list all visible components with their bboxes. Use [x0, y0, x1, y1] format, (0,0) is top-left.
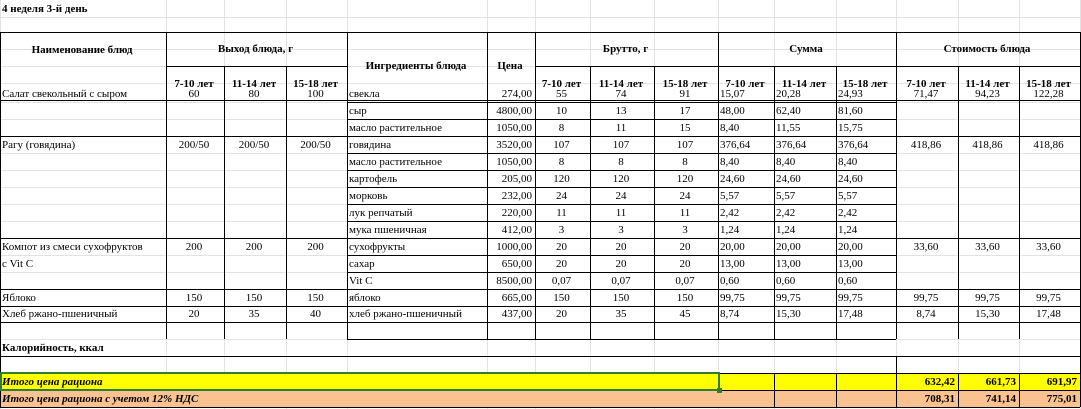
- border-line: [0, 238, 347, 239]
- dish-cost[interactable]: 15,30: [975, 308, 1000, 320]
- ingredient-sum[interactable]: 62,40: [776, 105, 801, 117]
- border-line: [958, 66, 959, 100]
- ingredient-name[interactable]: картофель: [349, 173, 398, 185]
- header-age-group[interactable]: 7-10 лет: [541, 78, 582, 90]
- ingredient-brutto[interactable]: 13: [615, 105, 627, 117]
- dish-output[interactable]: 200/50: [300, 139, 331, 151]
- ingredient-brutto[interactable]: 35: [615, 308, 627, 320]
- ingredient-sum[interactable]: 5,57: [776, 190, 796, 202]
- ingredient-brutto[interactable]: 107: [553, 139, 570, 151]
- total-value[interactable]: 661,73: [985, 376, 1016, 388]
- ingredient-brutto[interactable]: 107: [612, 139, 630, 151]
- ingredient-name[interactable]: морковь: [349, 190, 388, 202]
- header-age-group[interactable]: 7-10 лет: [906, 78, 946, 90]
- ingredient-brutto[interactable]: 3: [618, 224, 624, 236]
- border-line: [0, 322, 347, 323]
- border-line: [347, 289, 896, 290]
- ingredient-brutto[interactable]: 120: [612, 173, 630, 185]
- dish-cost[interactable]: 71,47: [913, 88, 939, 100]
- ingredient-name[interactable]: масло растительное: [349, 122, 442, 134]
- ingredient-sum[interactable]: 81,60: [838, 105, 863, 117]
- gridline: [0, 17, 1081, 18]
- border-line: [896, 322, 1080, 323]
- total-label[interactable]: Итого цена рациона: [2, 376, 103, 388]
- border-line: [347, 170, 896, 171]
- border-line: [836, 66, 837, 100]
- ingredient-name[interactable]: сыр: [349, 105, 367, 117]
- dish-output[interactable]: 200: [185, 241, 203, 253]
- sheet-title[interactable]: 4 неделя 3-й день: [2, 3, 88, 15]
- ingredient-brutto[interactable]: 20: [679, 258, 691, 270]
- ingredient-price[interactable]: 205,00: [501, 173, 532, 185]
- calories-label[interactable]: Калорийность, ккал: [2, 342, 104, 354]
- border-line: [590, 66, 591, 100]
- ingredient-sum[interactable]: 2,42: [776, 207, 796, 219]
- border-line: [896, 289, 1080, 290]
- dish-output[interactable]: 200: [245, 241, 263, 253]
- border-line: [347, 136, 896, 137]
- ingredient-sum[interactable]: 99,75: [838, 292, 863, 304]
- ingredient-brutto[interactable]: 20: [556, 241, 567, 253]
- border-line: [347, 102, 896, 103]
- ingredient-brutto[interactable]: 3: [558, 224, 565, 236]
- dish-output[interactable]: 200/50: [238, 139, 270, 151]
- vat-total-value[interactable]: 708,31: [924, 393, 955, 405]
- ingredient-price[interactable]: 1000,00: [496, 241, 532, 253]
- header-sum[interactable]: Сумма: [789, 43, 823, 55]
- ingredient-brutto[interactable]: 107: [676, 139, 694, 151]
- ingredient-brutto[interactable]: 20: [615, 241, 627, 253]
- ingredient-sum[interactable]: 24,60: [838, 173, 863, 185]
- ingredient-brutto[interactable]: 74: [615, 88, 627, 100]
- border-line: [896, 136, 1080, 137]
- ingredient-sum[interactable]: 8,74: [720, 308, 740, 320]
- ingredient-price[interactable]: 3520,00: [496, 139, 532, 151]
- ingredient-brutto[interactable]: 20: [679, 241, 691, 253]
- header-age-group[interactable]: 11-14 лет: [965, 78, 1010, 90]
- ingredient-sum[interactable]: 15,30: [776, 308, 801, 320]
- ingredient-sum[interactable]: 15,07: [720, 88, 745, 100]
- border-line: [166, 32, 167, 100]
- ingredient-sum[interactable]: 0,60: [776, 275, 796, 287]
- ingredient-sum[interactable]: 24,93: [838, 88, 863, 100]
- ingredient-brutto[interactable]: 120: [553, 173, 570, 185]
- border-line: [896, 32, 897, 100]
- header-price[interactable]: Цена: [497, 60, 523, 72]
- dish-cost[interactable]: 17,48: [1036, 308, 1061, 320]
- dish-name[interactable]: Яблоко: [2, 292, 36, 304]
- ingredient-price[interactable]: 8500,00: [496, 275, 532, 287]
- header-age-group[interactable]: 15-18 лет: [662, 78, 708, 90]
- ingredient-sum[interactable]: 17,48: [838, 308, 863, 320]
- dish-name[interactable]: с Vit C: [2, 258, 34, 270]
- ingredient-brutto[interactable]: 8: [618, 156, 624, 168]
- dish-cost[interactable]: 122,28: [1033, 88, 1064, 100]
- ingredient-brutto[interactable]: 3: [682, 224, 688, 236]
- border-line: [347, 204, 896, 205]
- border-line: [347, 255, 896, 256]
- border-line: [774, 66, 775, 100]
- ingredient-brutto[interactable]: 10: [556, 105, 567, 117]
- ingredient-brutto[interactable]: 11: [615, 122, 627, 134]
- dish-output[interactable]: 40: [310, 308, 321, 320]
- border-line: [347, 153, 896, 154]
- ingredient-brutto[interactable]: 120: [676, 173, 694, 185]
- header-cost[interactable]: Стоимость блюда: [943, 43, 1031, 55]
- ingredient-price[interactable]: 274,00: [501, 88, 532, 100]
- ingredient-sum[interactable]: 8,40: [776, 156, 796, 168]
- border-line: [0, 289, 347, 290]
- ingredient-brutto[interactable]: 8: [558, 122, 565, 134]
- dish-cost[interactable]: 99,75: [975, 292, 1000, 304]
- border-line: [347, 238, 896, 239]
- ingredient-brutto[interactable]: 8: [558, 156, 565, 168]
- ingredient-brutto[interactable]: 11: [679, 207, 691, 219]
- dish-cost[interactable]: 94,23: [975, 88, 1000, 100]
- ingredient-sum[interactable]: 13,00: [720, 258, 745, 270]
- ingredient-name[interactable]: лук репчатый: [349, 207, 413, 219]
- ingredient-name[interactable]: масло растительное: [349, 156, 442, 168]
- ingredient-sum[interactable]: 2,42: [838, 207, 858, 219]
- header-age-group[interactable]: 11-14 лет: [231, 78, 277, 90]
- ingredient-brutto[interactable]: 20: [556, 258, 567, 270]
- dish-output[interactable]: 200/50: [178, 139, 210, 151]
- ingredient-sum[interactable]: 20,28: [776, 88, 801, 100]
- ingredient-sum[interactable]: 13,00: [776, 258, 801, 270]
- ingredient-brutto[interactable]: 55: [556, 88, 567, 100]
- ingredient-brutto[interactable]: 15: [679, 122, 691, 134]
- ingredient-brutto[interactable]: 150: [553, 292, 570, 304]
- dish-output[interactable]: 20: [188, 308, 200, 320]
- dish-output[interactable]: 35: [248, 308, 260, 320]
- ingredient-sum[interactable]: 0,60: [838, 275, 858, 287]
- ingredient-brutto[interactable]: 20: [615, 258, 627, 270]
- ingredient-brutto[interactable]: 150: [612, 292, 630, 304]
- border-line: [654, 66, 655, 100]
- border-line: [224, 66, 225, 100]
- ingredient-sum[interactable]: 2,42: [720, 207, 740, 219]
- ingredient-sum[interactable]: 13,00: [838, 258, 863, 270]
- ingredient-sum[interactable]: 376,64: [720, 139, 751, 151]
- ingredient-name[interactable]: мука пшеничная: [349, 224, 427, 236]
- border-line: [347, 306, 896, 307]
- ingredient-sum[interactable]: 20,00: [838, 241, 863, 253]
- border-line: [535, 32, 536, 100]
- ingredient-brutto[interactable]: 24: [679, 190, 691, 202]
- ingredient-brutto[interactable]: 8: [682, 156, 688, 168]
- dish-cost[interactable]: 99,75: [1036, 292, 1061, 304]
- ingredient-sum[interactable]: 1,24: [720, 224, 740, 236]
- ingredient-name[interactable]: Vit C: [349, 275, 373, 287]
- border-line: [896, 238, 1080, 239]
- ingredient-price[interactable]: 665,00: [501, 292, 532, 304]
- header-age-group[interactable]: 11-14 лет: [598, 78, 644, 90]
- border-line: [0, 136, 347, 137]
- ingredient-price[interactable]: 437,00: [501, 308, 532, 320]
- ingredient-sum[interactable]: 15,75: [838, 122, 863, 134]
- border-line: [0, 306, 347, 307]
- header-output[interactable]: Выход блюда, г: [217, 43, 294, 55]
- ingredient-sum[interactable]: 5,57: [838, 190, 858, 202]
- fill-handle[interactable]: [717, 388, 722, 393]
- dish-output[interactable]: 150: [185, 292, 203, 304]
- ingredient-sum[interactable]: 8,40: [720, 156, 740, 168]
- vat-total-value[interactable]: 775,01: [1046, 393, 1077, 405]
- ingredient-sum[interactable]: 24,60: [776, 173, 801, 185]
- border-line: [1019, 66, 1020, 100]
- ingredient-brutto[interactable]: 11: [615, 207, 627, 219]
- header-age-group[interactable]: 15-18 лет: [842, 78, 888, 90]
- dish-output[interactable]: 200: [307, 241, 324, 253]
- dish-cost[interactable]: 33,60: [1036, 241, 1061, 253]
- ingredient-sum[interactable]: 8,40: [720, 122, 740, 134]
- ingredient-brutto[interactable]: 0,07: [611, 275, 631, 287]
- border-line: [896, 306, 1080, 307]
- ingredient-price[interactable]: 650,00: [501, 258, 532, 270]
- dish-output[interactable]: 60: [188, 88, 200, 100]
- dish-cost[interactable]: 418,86: [910, 139, 942, 151]
- ingredient-sum[interactable]: 48,00: [720, 105, 745, 117]
- ingredient-sum[interactable]: 8,40: [838, 156, 858, 168]
- border-line: [347, 32, 348, 100]
- border-line: [0, 407, 1080, 408]
- ingredient-price[interactable]: 4800,00: [496, 105, 532, 117]
- ingredient-brutto[interactable]: 91: [679, 88, 691, 100]
- border-line: [347, 272, 896, 273]
- ingredient-brutto[interactable]: 150: [676, 292, 694, 304]
- header-age-group[interactable]: 15-18 лет: [1026, 78, 1071, 90]
- border-line: [347, 187, 896, 188]
- ingredient-name[interactable]: сахар: [349, 258, 375, 270]
- ingredient-brutto[interactable]: 0,07: [551, 275, 572, 287]
- ingredient-sum[interactable]: 5,57: [720, 190, 740, 202]
- dish-cost[interactable]: 33,60: [975, 241, 1000, 253]
- ingredient-name[interactable]: сухофрукты: [349, 241, 406, 253]
- dish-output[interactable]: 150: [245, 292, 263, 304]
- border-line: [347, 339, 896, 340]
- ingredient-name[interactable]: свекла: [349, 88, 380, 100]
- header-age-group[interactable]: 11-14 лет: [781, 78, 827, 90]
- dish-cost[interactable]: 418,86: [1033, 139, 1064, 151]
- header-age-group[interactable]: 7-10 лет: [174, 78, 214, 90]
- ingredient-price[interactable]: 1050,00: [496, 156, 532, 168]
- ingredient-brutto[interactable]: 0,07: [675, 275, 695, 287]
- border-line: [347, 119, 896, 120]
- border-line: [0, 356, 1080, 357]
- total-value[interactable]: 691,97: [1046, 376, 1077, 388]
- dish-output[interactable]: 100: [307, 88, 324, 100]
- ingredient-name[interactable]: хлеб ржано-пшеничный: [349, 308, 462, 320]
- dish-output[interactable]: 150: [307, 292, 324, 304]
- dish-cost[interactable]: 8,74: [916, 308, 936, 320]
- ingredient-sum[interactable]: 24,60: [720, 173, 745, 185]
- ingredient-brutto[interactable]: 17: [679, 105, 691, 117]
- border-line: [0, 32, 1, 100]
- ingredient-name[interactable]: говядина: [349, 139, 392, 151]
- dish-cost[interactable]: 99,75: [913, 292, 939, 304]
- ingredient-price[interactable]: 220,00: [501, 207, 532, 219]
- border-line: [347, 322, 896, 323]
- ingredient-price[interactable]: 412,00: [501, 224, 532, 236]
- dish-name[interactable]: Хлеб ржано-пшеничный: [2, 308, 118, 320]
- ingredient-sum[interactable]: 20,00: [776, 241, 801, 253]
- ingredient-brutto[interactable]: 45: [679, 308, 691, 320]
- ingredient-sum[interactable]: 11,55: [776, 122, 801, 134]
- cell-selection[interactable]: [0, 372, 720, 391]
- border-line: [896, 356, 897, 407]
- ingredient-sum[interactable]: 99,75: [720, 292, 745, 304]
- border-line: [347, 221, 896, 222]
- ingredient-brutto[interactable]: 24: [556, 190, 567, 202]
- ingredient-sum[interactable]: 376,64: [776, 139, 807, 151]
- border-line: [166, 66, 347, 67]
- dish-cost[interactable]: 418,86: [972, 139, 1003, 151]
- border-line: [347, 100, 896, 101]
- ingredient-sum[interactable]: 376,64: [838, 139, 869, 151]
- header-age-group[interactable]: 7-10 лет: [725, 78, 765, 90]
- vat-total-label[interactable]: Итого цена рациона с учетом 12% НДС: [2, 393, 199, 405]
- ingredient-sum[interactable]: 1,24: [838, 224, 858, 236]
- dish-name[interactable]: Рагу (говядина): [2, 139, 76, 151]
- total-value[interactable]: 632,42: [924, 376, 955, 388]
- ingredient-brutto[interactable]: 20: [556, 308, 567, 320]
- vat-total-value[interactable]: 741,14: [985, 393, 1016, 405]
- dish-name[interactable]: Салат свекольный с сыром: [2, 88, 128, 100]
- dish-cost[interactable]: 33,60: [913, 241, 939, 253]
- header-brutto[interactable]: Брутто, г: [602, 43, 649, 55]
- border-line: [487, 32, 488, 100]
- ingredient-price[interactable]: 1050,00: [496, 122, 532, 134]
- ingredient-sum[interactable]: 20,00: [720, 241, 745, 253]
- header-dish-name[interactable]: Наименование блюд: [31, 44, 133, 56]
- border-line: [535, 66, 1080, 67]
- header-age-group[interactable]: 15-18 лет: [293, 78, 338, 90]
- ingredient-sum[interactable]: 1,24: [776, 224, 796, 236]
- dish-output[interactable]: 80: [248, 88, 260, 100]
- border-line: [286, 66, 287, 100]
- header-ingredients[interactable]: Ингредиенты блюда: [365, 60, 467, 72]
- ingredient-price[interactable]: 232,00: [501, 190, 532, 202]
- ingredient-brutto[interactable]: 24: [615, 190, 627, 202]
- border-line: [718, 32, 719, 100]
- ingredient-brutto[interactable]: 11: [556, 207, 567, 219]
- ingredient-sum[interactable]: 99,75: [776, 292, 801, 304]
- dish-name[interactable]: Компот из смеси сухофруктов: [2, 241, 143, 253]
- ingredient-name[interactable]: яблоко: [349, 292, 381, 304]
- border-line: [0, 32, 1080, 33]
- ingredient-sum[interactable]: 0,60: [720, 275, 740, 287]
